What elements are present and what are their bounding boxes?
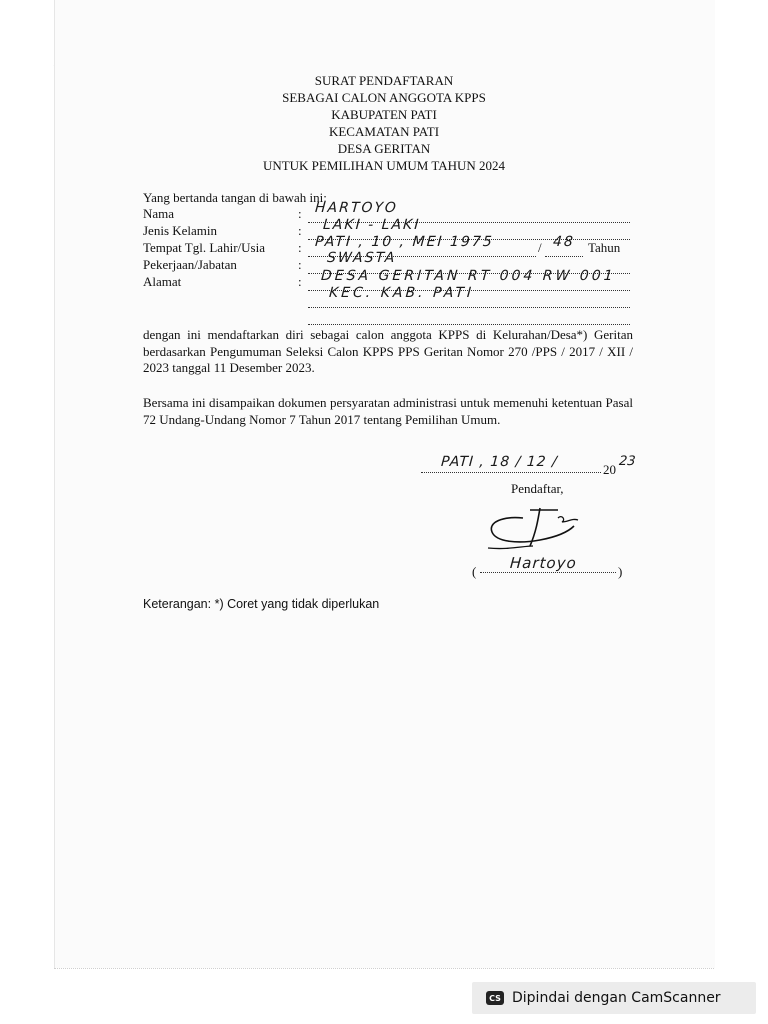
- field-value-jenis-kelamin: LAKI - LAKI: [322, 217, 421, 233]
- signature-scribble: [478, 500, 588, 560]
- close-paren: ): [618, 564, 623, 579]
- field-label-nama: Nama: [143, 206, 175, 221]
- header-line-1: SURAT PENDAFTARAN: [314, 73, 454, 88]
- signer-name-line: [472, 554, 632, 582]
- open-paren: (: [472, 564, 477, 579]
- form-intro: Yang bertanda tangan di bawah ini:: [143, 190, 327, 205]
- paragraph-documents: Bersama ini disampaikan dokumen persyaratan administrasi untuk memenuhi ketentuan Pasal 72 Undang-Undang Nomor 7 Tahun 2017 tentang Pemilihan Umum.: [143, 395, 633, 427]
- age-slash: /: [538, 240, 542, 255]
- dotted-line: [308, 307, 630, 325]
- header-line-3: KABUPATEN PATI: [331, 107, 437, 122]
- header-line-2: SEBAGAI CALON ANGGOTA KPPS: [282, 90, 486, 105]
- field-label-ttl: Tempat Tgl. Lahir/Usia: [143, 240, 265, 255]
- dotted-line: [480, 572, 616, 573]
- camscanner-badge: [472, 982, 756, 1014]
- field-value-alamat-line2: KEC. KAB. PATI: [328, 285, 475, 301]
- field-label-alamat: Alamat: [143, 274, 182, 289]
- field-colon: :: [298, 257, 302, 272]
- document-header: [54, 72, 714, 174]
- footnote: Keterangan: *) Coret yang tidak diperlukan: [143, 597, 380, 611]
- signer-name-handwritten: Hartoyo: [509, 554, 578, 572]
- page-edge: [54, 968, 714, 969]
- field-colon: :: [298, 206, 302, 221]
- field-alamat-line3: [143, 307, 643, 324]
- year-handwritten: 23: [618, 454, 637, 469]
- field-value-pekerjaan: SWASTA: [326, 250, 397, 266]
- field-alamat-line2: [143, 285, 643, 307]
- year-prefix: 20: [603, 462, 616, 477]
- field-value-alamat-line1: DESA GERITAN RT 004 RW 001: [320, 268, 617, 284]
- field-colon: :: [298, 223, 302, 238]
- camscanner-icon: CS: [486, 991, 504, 1005]
- field-label-pekerjaan: Pekerjaan/Jabatan: [143, 257, 237, 272]
- camscanner-label: Dipindai dengan CamScanner: [512, 990, 721, 1006]
- header-line-4: KECAMATAN PATI: [328, 124, 440, 139]
- header-line-5: DESA GERITAN: [337, 141, 431, 156]
- field-colon: :: [298, 274, 302, 289]
- field-value-usia: 48: [552, 234, 576, 250]
- header-line-6: UNTUK PEMILIHAN UMUM TAHUN 2024: [262, 158, 506, 173]
- field-value-ttl: PATI , 10 , MEI 1975: [314, 234, 495, 250]
- place-date: [421, 454, 661, 482]
- field-label-jenis-kelamin: Jenis Kelamin: [143, 223, 218, 238]
- age-unit: Tahun: [588, 240, 621, 255]
- paragraph-registration: dengan ini mendaftarkan diri sebagai calon anggota KPPS di Kelurahan/Desa*) Geritan berdasarkan Pengumuman Seleksi Calon KPPS PPS Geritan Nomor 270 /PPS / 2017 / XII / 2023 tanggal 11 Desember 2023.: [143, 327, 633, 375]
- place-date-handwritten: PATI , 18 / 12 /: [440, 454, 559, 470]
- field-colon: :: [298, 240, 302, 255]
- field-value-nama: HARTOYO: [314, 200, 399, 216]
- dotted-line: [421, 472, 601, 473]
- signer-role: Pendaftar,: [511, 481, 564, 496]
